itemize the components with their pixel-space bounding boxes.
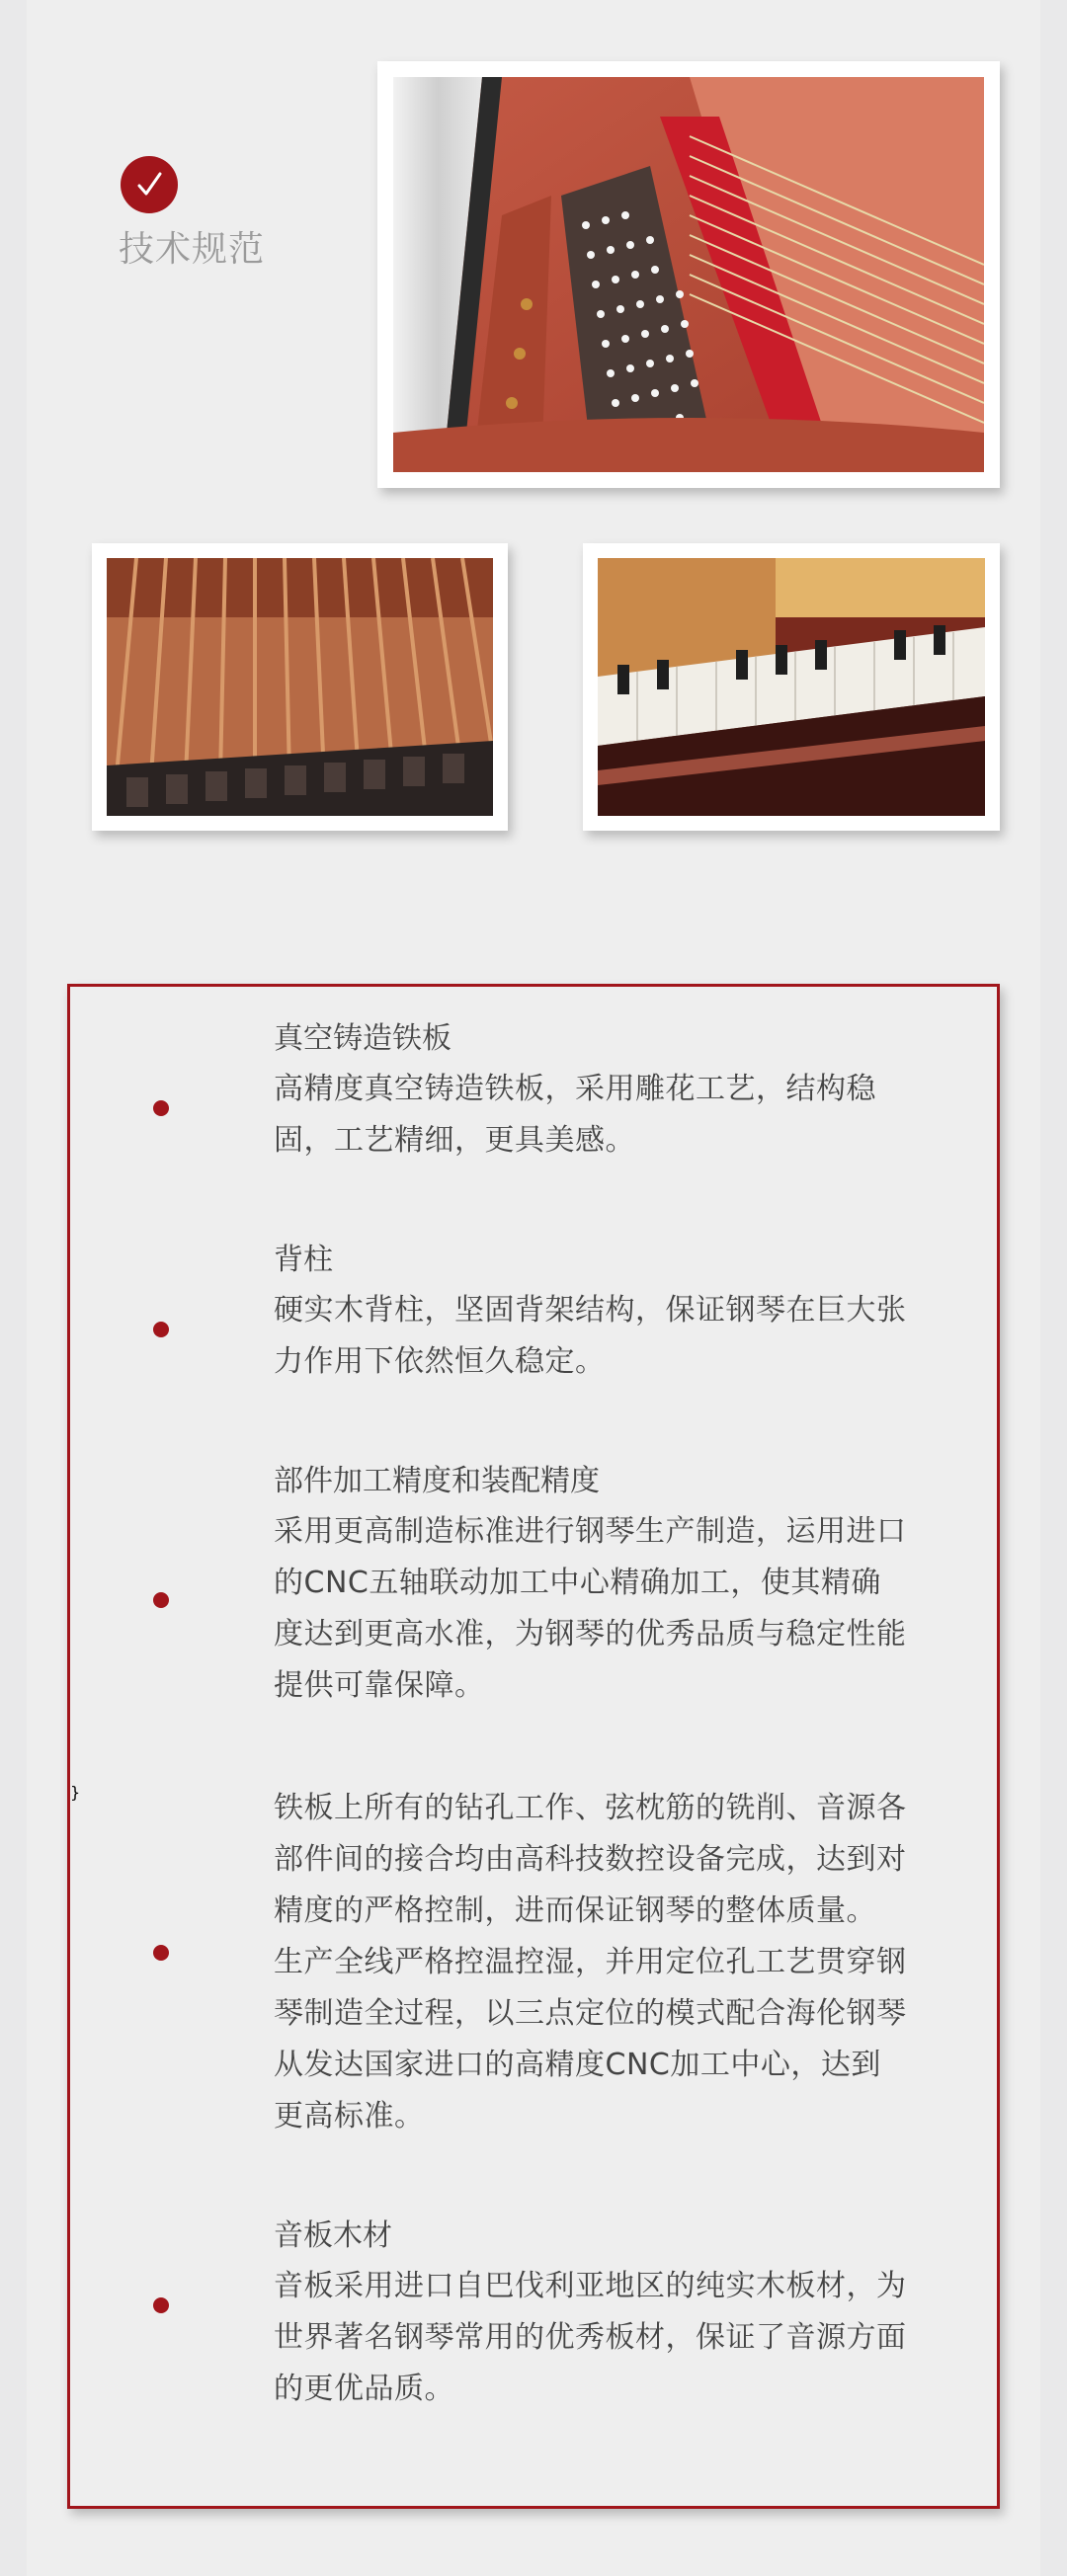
spec-item: 铁板上所有的钻孔工作、弦枕筋的铣削、音源各 部件间的接合均由高科技数控设备完成，达到对 精度的严格控制，进而保证钢琴的整体质量。 生产全线严格控温控湿，并用定位孔工艺贯穿钢 琴制造全过程，以三点定位的模式配合海伦钢琴 从发达国家进口的高精度CNC加工中心，达到 更高标准。 } — [70, 1783, 997, 1802]
spec-text — [274, 1783, 975, 2142]
bullet-icon — [153, 1945, 169, 1961]
spec-list-box — [67, 984, 1000, 2509]
spec-line: 部件间的接合均由高科技数控设备完成，达到对 — [274, 1842, 907, 1877]
spec-text — [274, 1457, 975, 1712]
spec-line: 琴制造全过程，以三点定位的模式配合海伦钢琴 — [274, 1996, 907, 2031]
spec-line: 从发达国家进口的高精度CNC加工中心，达到 — [274, 2048, 881, 2082]
spec-line: 铁板上所有的钻孔工作、弦枕筋的铣削、音源各 — [274, 1791, 907, 1825]
spec-line: 更高标准。 — [274, 2099, 425, 2133]
spec-line: 的更优品质。 — [274, 2372, 454, 2406]
spec-line: 固，工艺精细，更具美感。 — [274, 1123, 635, 1158]
spec-line: 力作用下依然恒久稳定。 — [274, 1344, 606, 1379]
spec-line: 世界著名钢琴常用的优秀板材，保证了音源方面 — [274, 2320, 907, 2355]
piano-keyboard-photo — [583, 543, 1000, 831]
bullet-icon — [153, 1592, 169, 1608]
spec-line: 精度的严格控制，进而保证钢琴的整体质量。 — [274, 1893, 876, 1928]
spec-line: 度达到更高水准，为钢琴的优秀品质与稳定性能 — [274, 1617, 907, 1651]
spec-line: 音板采用进口自巴伐利亚地区的纯实木板材，为 — [274, 2269, 907, 2303]
spec-line: 提供可靠保障。 — [274, 1668, 485, 1703]
spec-title: 音板木材 — [274, 2218, 392, 2253]
spec-title: 真空铸造铁板 — [274, 1021, 451, 1056]
spec-line: 的CNC五轴联动加工中心精确加工，使其精确 — [274, 1566, 881, 1600]
piano-interior-pins-photo — [377, 61, 1000, 488]
spec-title: 部件加工精度和装配精度 — [274, 1464, 600, 1498]
spec-title: 背柱 — [274, 1243, 333, 1277]
spec-text — [274, 1014, 975, 1167]
spec-line: 高精度真空铸造铁板，采用雕花工艺，结构稳 — [274, 1072, 876, 1106]
bullet-icon — [153, 1322, 169, 1337]
spec-line: 采用更高制造标准进行钢琴生产制造，运用进口 — [274, 1514, 907, 1549]
bullet-icon — [153, 1100, 169, 1116]
spec-text — [274, 1236, 975, 1388]
spec-line: 硬实木背柱，坚固背架结构，保证钢琴在巨大张 — [274, 1293, 907, 1328]
spec-text — [274, 2212, 975, 2415]
section-title: 技术规范 — [119, 229, 266, 270]
check-icon — [121, 156, 178, 213]
spec-line: 生产全线严格控温控湿，并用定位孔工艺贯穿钢 — [274, 1945, 907, 1979]
piano-strings-photo — [92, 543, 508, 831]
bullet-icon — [153, 2297, 169, 2313]
